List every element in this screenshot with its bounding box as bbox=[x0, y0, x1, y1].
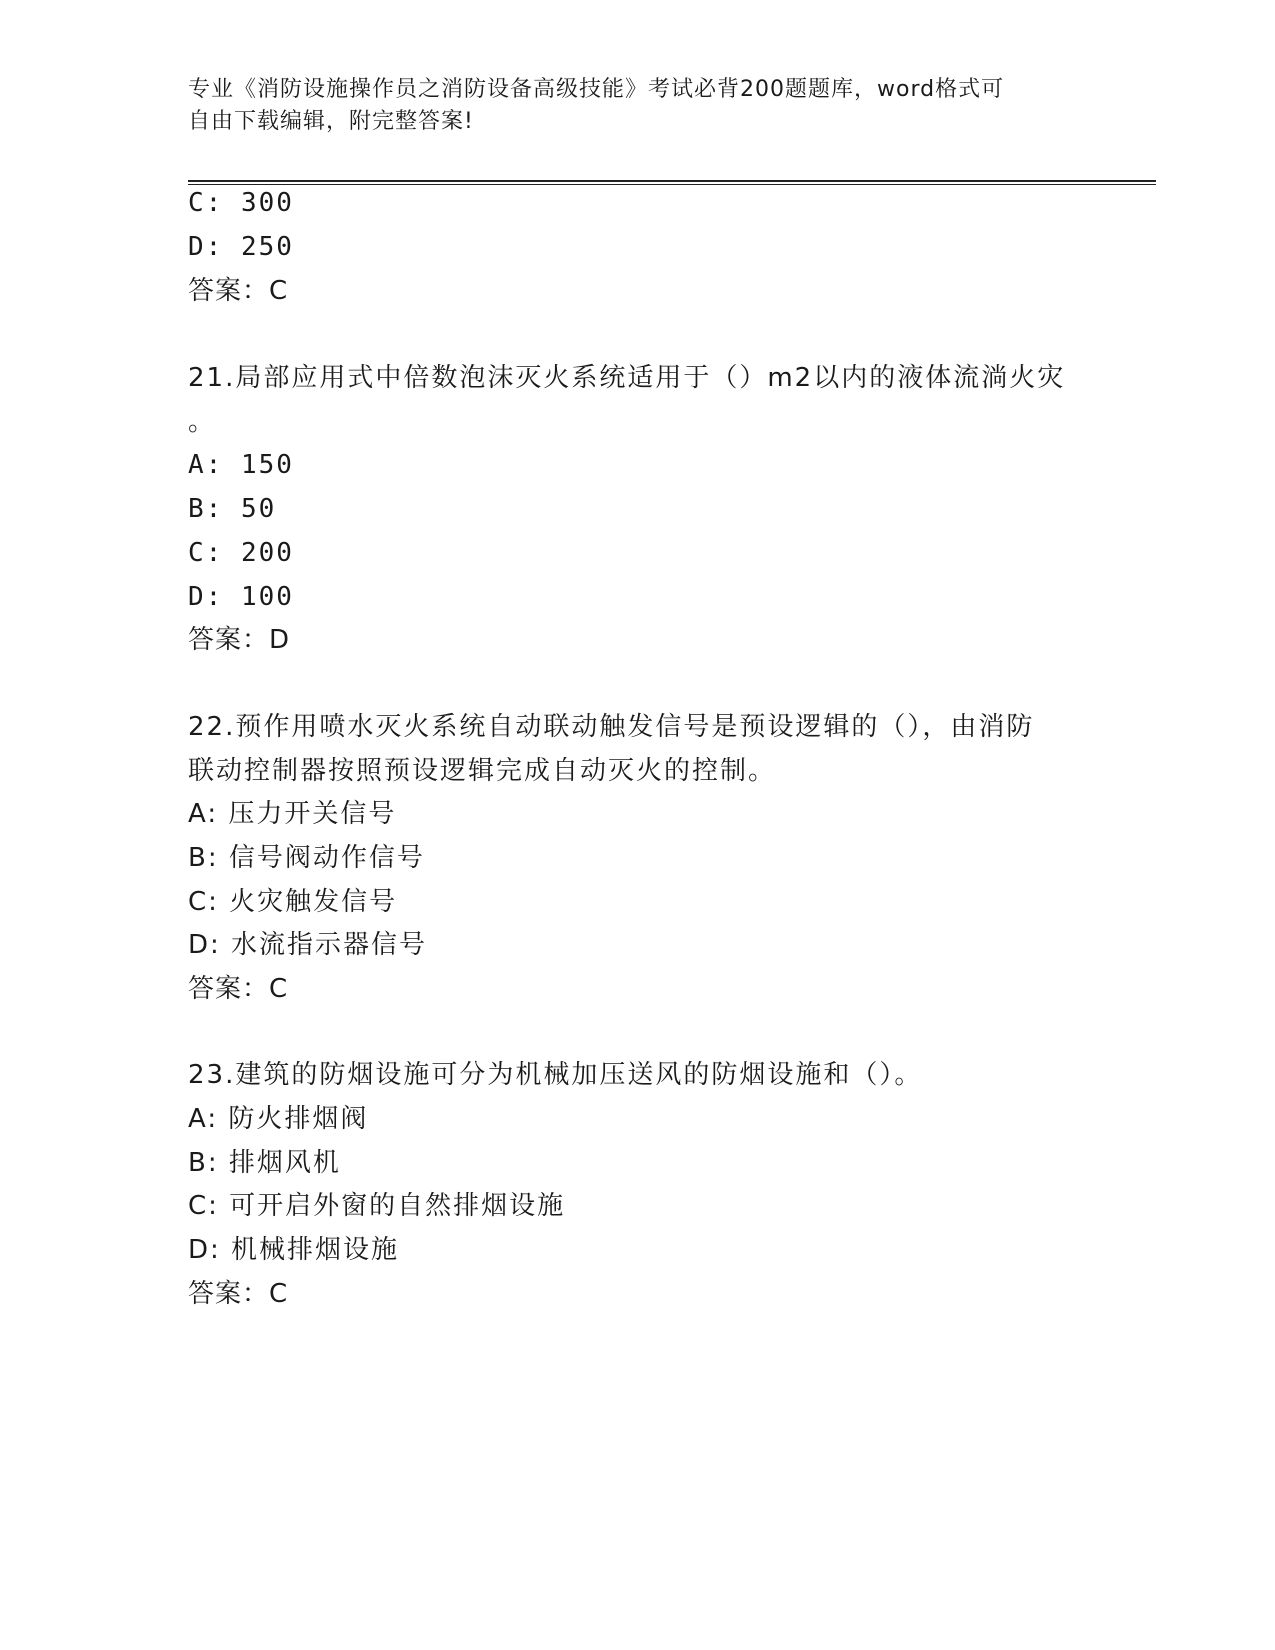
question-21-option-d: D: 100 bbox=[188, 582, 294, 612]
question-22-text-line-1: 22.预作用喷水灭火系统自动联动触发信号是预设逻辑的（），由消防 bbox=[188, 712, 1035, 742]
header-line-2: 自由下载编辑，附完整答案! bbox=[188, 109, 474, 134]
header-line-1: 专业《消防设施操作员之消防设备高级技能》考试必背200题题库，word格式可 bbox=[188, 77, 1005, 102]
question-23-option-b: B: 排烟风机 bbox=[188, 1148, 341, 1178]
question-21-option-a: A: 150 bbox=[188, 450, 294, 480]
question-22-answer: 答案：C bbox=[188, 974, 289, 1004]
question-22-text-line-2: 联动控制器按照预设逻辑完成自动灭火的控制。 bbox=[188, 756, 777, 786]
question-23-option-c: C: 可开启外窗的自然排烟设施 bbox=[188, 1191, 566, 1221]
header-divider-thin bbox=[188, 184, 1156, 185]
answer-line: 答案：C bbox=[188, 276, 289, 306]
question-23-option-a: A: 防火排烟阀 bbox=[188, 1104, 369, 1134]
question-21-option-b: B: 50 bbox=[188, 494, 277, 524]
header-divider-thick bbox=[188, 180, 1156, 182]
option-d: D: 250 bbox=[188, 232, 294, 262]
question-23-answer: 答案：C bbox=[188, 1279, 289, 1309]
question-22-option-c: C: 火灾触发信号 bbox=[188, 887, 398, 917]
question-22-option-b: B: 信号阀动作信号 bbox=[188, 843, 425, 873]
document-header bbox=[188, 74, 1078, 138]
option-c: C: 300 bbox=[188, 188, 294, 218]
question-21-text-line-2: 。 bbox=[188, 407, 217, 437]
question-23-text-line-1: 23.建筑的防烟设施可分为机械加压送风的防烟设施和（）。 bbox=[188, 1060, 923, 1090]
question-21-text-line-1: 21.局部应用式中倍数泡沫灭火系统适用于（）m2以内的液体流淌火灾 bbox=[188, 363, 1066, 393]
question-21-answer: 答案：D bbox=[188, 625, 291, 655]
question-22-option-a: A: 压力开关信号 bbox=[188, 799, 397, 829]
question-23-option-d: D: 机械排烟设施 bbox=[188, 1235, 400, 1265]
question-22-option-d: D: 水流指示器信号 bbox=[188, 930, 428, 960]
question-21-option-c: C: 200 bbox=[188, 538, 294, 568]
